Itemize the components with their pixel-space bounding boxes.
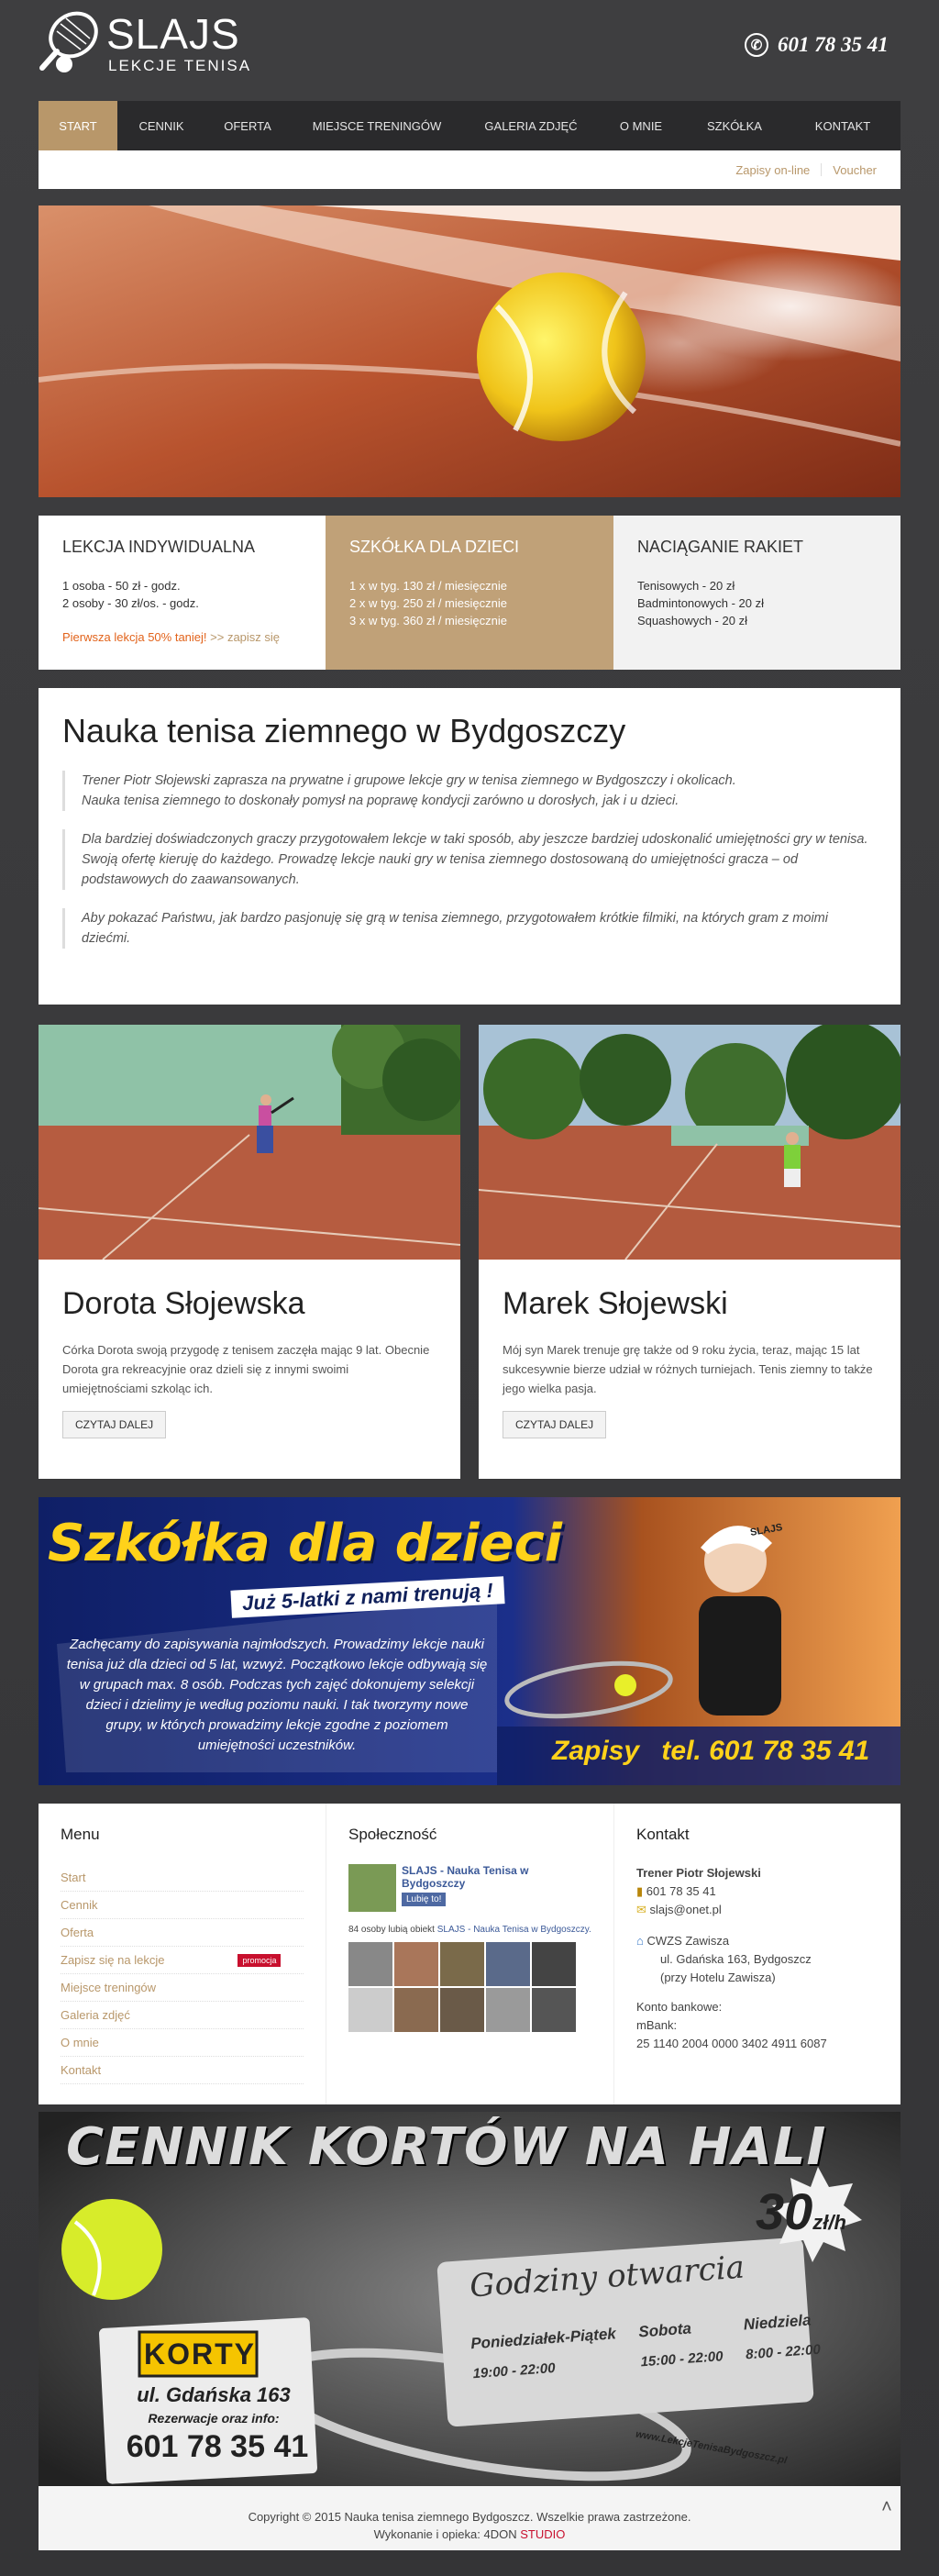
cennik-title: CENNIK KORTÓW NA HALI (66, 2117, 827, 2177)
header-phone (745, 33, 889, 57)
nav-kontakt[interactable]: KONTAKT (814, 118, 871, 133)
person-card-marek (479, 1025, 900, 1479)
racket-logo-icon[interactable] (37, 7, 106, 81)
footer-menu-zapisz[interactable] (61, 1947, 304, 1974)
contact-phone (636, 1882, 878, 1901)
banner-cta-label: Zapisy (552, 1736, 640, 1766)
offer-boxes (39, 516, 900, 670)
nav-start[interactable]: START (39, 101, 117, 150)
hours-column (743, 2311, 821, 2363)
nav-galeria[interactable]: GALERIA ZDJĘĆ (484, 118, 578, 133)
korty-phone: 601 78 35 41 (126, 2429, 309, 2464)
person-name: Dorota Słojewska (62, 1286, 305, 1321)
fb-fan-avatar[interactable] (440, 1988, 484, 2032)
box-naciaganie-rakiet[interactable] (613, 516, 900, 670)
fb-fan-avatar[interactable] (532, 1988, 576, 2032)
contact-note: (przy Hotelu Zawisza) (660, 1971, 776, 1984)
person-name: Marek Słojewski (503, 1286, 728, 1321)
zapisy-online-link[interactable]: Zapisy on-line (735, 162, 811, 177)
hours-day: Niedziela (743, 2311, 812, 2334)
credits-label: Wykonanie i opieka: (373, 2527, 484, 2541)
bank-label: Konto bankowe: (636, 2000, 723, 2014)
fb-like-count-text: 84 osoby lubią obiekt (348, 1925, 437, 1935)
fb-fans-grid (348, 1942, 591, 2032)
footer-social (326, 1804, 614, 2104)
scroll-to-top-icon[interactable]: ˄ (881, 2497, 892, 2517)
korty-sign: KORTY (144, 2337, 256, 2371)
promo-text: Pierwsza lekcja 50% taniej! (62, 630, 207, 644)
box-title: LEKCJA INDYWIDUALNA (62, 538, 256, 556)
box-line: 1 osoba - 50 zł - godz. (62, 579, 181, 593)
price-value (756, 2182, 846, 2241)
box-line: Squashowych - 20 zł (637, 614, 747, 627)
person-text: Mój syn Marek trenuje grę także od 9 roku życia, teraz, mając 15 lat sukcesywnie bierze udział w różnych turniejach. Tenis ziemny to także jego wielka pasja. (503, 1343, 873, 1395)
read-more-button[interactable]: CZYTAJ DALEJ (62, 1411, 166, 1438)
footer-menu-miejsce[interactable]: Miejsce treningów (61, 1974, 304, 2002)
bank-account: 25 1140 2004 0000 3402 4911 6087 (636, 2037, 827, 2050)
nav-cennik[interactable]: CENNIK (138, 118, 184, 133)
fb-fan-avatar[interactable] (394, 1942, 438, 1986)
logo-subtitle: LEKCJE TENISA (108, 57, 252, 74)
footer-contact-title: Kontakt (636, 1826, 690, 1843)
contact-phone-number[interactable]: 601 78 35 41 (646, 1884, 716, 1898)
hours-day: Poniedziałek-Piątek (470, 2325, 617, 2353)
promo-badge: promocja (238, 1954, 281, 1967)
box-line: 1 x w tyg. 130 zł / miesięcznie (349, 579, 507, 593)
intro-section (39, 688, 900, 1005)
sub-nav (39, 150, 900, 189)
fb-widget (348, 1864, 591, 1912)
price-unit: zł/h (812, 2211, 846, 2234)
banner-cta (552, 1736, 869, 1767)
nav-o-mnie[interactable]: O MNIE (619, 118, 663, 133)
footer-contact (614, 1804, 900, 2104)
fb-avatar[interactable] (348, 1864, 396, 1912)
box-szkolka[interactable] (326, 516, 613, 670)
szkolka-banner[interactable] (39, 1497, 900, 1785)
price-number: 30 (756, 2182, 813, 2240)
box-title: NACIĄGANIE RAKIET (637, 538, 804, 556)
phone-icon: ✆ (745, 33, 768, 57)
footer-menu-galeria[interactable]: Galeria zdjęć (61, 2002, 304, 2029)
page-title: Nauka tenisa ziemnego w Bydgoszczy (62, 712, 626, 749)
fb-fan-avatar[interactable] (440, 1942, 484, 1986)
footer-menu-start[interactable]: Start (61, 1864, 304, 1892)
footer-social-title: Społeczność (348, 1826, 437, 1843)
banner-cta-phone: tel. 601 78 35 41 (661, 1736, 870, 1766)
read-more-button[interactable]: CZYTAJ DALEJ (503, 1411, 606, 1438)
footer-menu (39, 1804, 326, 2104)
fb-fan-avatar[interactable] (486, 1942, 530, 1986)
contact-street: ul. Gdańska 163, Bydgoszcz (660, 1952, 812, 1966)
hours-time: 15:00 - 22:00 (640, 2348, 724, 2371)
bank-name: mBank: (636, 2018, 678, 2032)
hours-title: Godziny otwarcia (468, 2248, 746, 2305)
box-lekcja-indywidualna[interactable] (39, 516, 326, 670)
contact-address (636, 1932, 878, 1987)
dorota-video-thumbnail[interactable] (39, 1025, 460, 1260)
box-line: Badmintonowych - 20 zł (637, 596, 765, 610)
footer-menu-oferta[interactable]: Oferta (61, 1919, 304, 1947)
cennik-url: www.LekcjeTenisaBydgoszcz.pl (635, 2428, 789, 2467)
hours-day: Sobota (637, 2319, 692, 2341)
studio-link-b[interactable]: STUDIO (516, 2527, 566, 2541)
korty-reserve-label: Rezerwacje oraz info: (148, 2411, 280, 2426)
nav-oferta[interactable]: OFERTA (224, 118, 271, 133)
marek-video-thumbnail[interactable] (479, 1025, 900, 1260)
footer-menu-cennik[interactable]: Cennik (61, 1892, 304, 1919)
footer-menu-o-mnie[interactable]: O mnie (61, 2029, 304, 2057)
mobile-phone-icon: ▮ (636, 1884, 644, 1898)
fb-like-count (348, 1925, 591, 1935)
header-phone-number: 601 78 35 41 (778, 33, 889, 56)
contact-email-address[interactable]: slajs@onet.pl (649, 1903, 722, 1916)
fb-fan-avatar[interactable] (486, 1988, 530, 2032)
fb-page-name[interactable]: SLAJS - Nauka Tenisa w Bydgoszczy (402, 1864, 529, 1890)
hero-tennis-ball-image (39, 205, 900, 497)
logo-text[interactable]: SLAJS (106, 10, 240, 58)
banner-body: Zachęcamy do zapisywania najmłodszych. Prowadzimy lekcje nauki tenisa już dla dzieci od 5 lat, wzwyż. Początkowo lekcje odbywają się w grupach max. 8 osób. Podczas tych zajęć dokonujemy selekcji dzieci i dzielimy je według poziomu nauki. I tak tworzymy nowe grupy, w których prowadzimy lekcje zgodne z poziomem umiejętności uczestników. (66, 1637, 488, 1753)
box-line: 2 x w tyg. 250 zł / miesięcznie (349, 596, 507, 610)
hours-time: 8:00 - 22:00 (745, 2341, 822, 2363)
fb-fan-avatar[interactable] (394, 1988, 438, 2032)
studio-link-a[interactable]: 4DON (483, 2527, 517, 2541)
box-title: SZKÓŁKA DLA DZIECI (349, 538, 520, 556)
intro-quote-1 (62, 771, 877, 811)
zapisz-sie-link[interactable]: >> zapisz się (210, 630, 281, 644)
nav-miejsce-treningow[interactable]: MIEJSCE TRENINGÓW (312, 118, 442, 133)
fb-fan-avatar[interactable] (348, 1988, 392, 2032)
nav-szkolka[interactable]: SZKÓŁKA (707, 118, 762, 133)
banner-cap-logo: SLAJS (749, 1522, 784, 1538)
intro-text: Trener Piotr Słojewski zaprasza na prywatne i grupowe lekcje gry w tenisa ziemnego w Bydgoszczy i okolicach. (82, 773, 736, 788)
copyright (39, 2486, 900, 2550)
trainer-name: Trener Piotr Słojewski (636, 1866, 761, 1880)
person-card-dorota (39, 1025, 460, 1479)
contact-email (636, 1901, 878, 1919)
footer-columns (39, 1804, 900, 2104)
box-line: 3 x w tyg. 360 zł / miesięcznie (349, 614, 507, 627)
copyright-text: Copyright © 2015 Nauka tenisa ziemnego Bydgoszcz. Wszelkie prawa zastrzeżone. (248, 2510, 691, 2524)
divider (821, 163, 822, 176)
footer-menu-zapisz-label: Zapisz się na lekcje (61, 1953, 165, 1967)
hours-time: 19:00 - 22:00 (472, 2359, 557, 2382)
fb-fan-avatar[interactable] (532, 1942, 576, 1986)
contact-place: CWZS Zawisza (646, 1934, 730, 1948)
person-text: Córka Dorota swoją przygodę z tenisem zaczęła mając 9 lat. Obecnie Dorota gra rekreacyjnie oraz dzieli się z innymi swoimi umiejętnościami szkoląc ich. (62, 1343, 430, 1395)
fb-fan-avatar[interactable] (348, 1942, 392, 1986)
voucher-link[interactable]: Voucher (833, 162, 877, 177)
home-icon: ⌂ (636, 1934, 644, 1948)
korty-street: ul. Gdańska 163 (137, 2383, 291, 2406)
email-icon: ✉ (636, 1903, 646, 1916)
intro-text: Nauka tenisa ziemnego to doskonały pomysł na poprawę kondycji zarówno u dorosłych, jak i u dzieci. (82, 794, 679, 808)
box-line: Tenisowych - 20 zł (637, 579, 735, 593)
banner-title: Szkółka dla dzieci (48, 1514, 562, 1573)
banner-subtitle: Już 5-latki z nami trenują ! (230, 1576, 504, 1618)
fb-like-button[interactable]: Lubię to! (402, 1893, 446, 1906)
credits (39, 2526, 900, 2543)
box-line: 2 osoby - 30 zł/os. - godz. (62, 596, 199, 610)
footer-menu-title: Menu (61, 1826, 100, 1843)
footer-menu-kontakt[interactable]: Kontakt (61, 2057, 304, 2084)
hours-column (638, 2317, 724, 2370)
cennik-kortow-banner[interactable] (39, 2112, 900, 2486)
intro-quote-3: Aby pokazać Państwu, jak bardzo pasjonuję się grą w tenisa ziemnego, przygotowałem krótkie filmiki, na których gram z moimi dziećmi. (62, 908, 877, 949)
main-nav (39, 101, 900, 150)
fb-like-count-link[interactable]: SLAJS - Nauka Tenisa w Bydgoszczy. (436, 1925, 591, 1935)
intro-quote-2: Dla bardziej doświadczonych graczy przygotowałem lekcje w taki sposób, aby jeszcze bardziej udoskonalić umiejętności gry w tenisa. Swoją ofertę kieruję do każdego. Prowadzę lekcje nauki gry w tenisa ziemnego dostosowaną do umiejętności gracza – od podstawowych do zaawansowanych. (62, 829, 877, 890)
